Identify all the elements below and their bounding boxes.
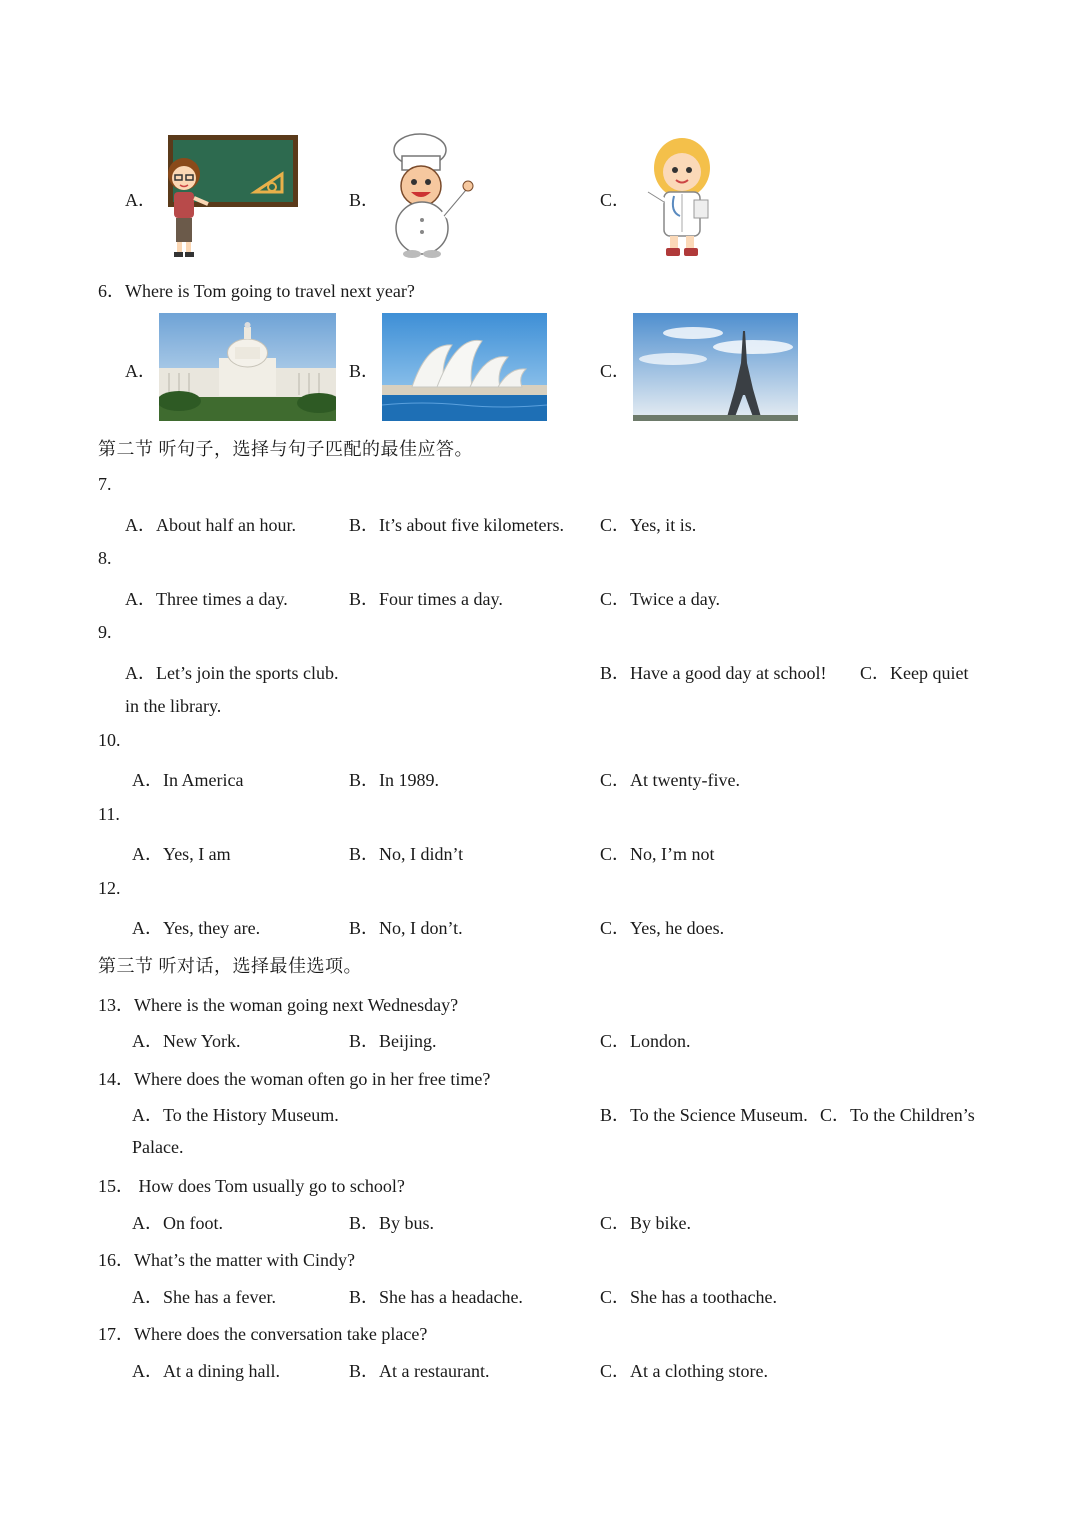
q13-option-b: B．Beijing. <box>349 1031 437 1051</box>
q16-option-c: C．She has a toothache. <box>600 1287 777 1307</box>
q15-option-b: B．By bus. <box>349 1213 435 1233</box>
q6-option-a-letter: A． <box>125 361 156 381</box>
q15-option-a: A．On foot. <box>132 1213 223 1233</box>
eiffel-tower-icon <box>633 313 798 421</box>
q6-option-b-letter: B． <box>349 361 380 381</box>
q10-number: 10. <box>98 730 121 750</box>
q14-option-b: B．To the Science Museum. <box>600 1105 808 1125</box>
doctor-icon <box>636 132 720 260</box>
q17-option-a: A．At a dining hall. <box>132 1361 280 1381</box>
q17-option-c: C．At a clothing store. <box>600 1361 768 1381</box>
q6-stem: 6．Where is Tom going to travel next year? <box>98 281 415 301</box>
q8-number: 8. <box>98 548 112 568</box>
teacher-at-blackboard-icon <box>160 132 300 260</box>
q10-option-c: C．At twenty-five. <box>600 770 740 790</box>
q16-option-a: A．She has a fever. <box>132 1287 276 1307</box>
chef-icon <box>382 132 478 260</box>
section-3-title: 第三节 听对话，选择最佳选项。 <box>98 956 362 976</box>
q11-option-b: B．No, I didn’t <box>349 844 464 864</box>
q11-option-a: A．Yes, I am <box>132 844 231 864</box>
q8-option-b: B．Four times a day. <box>349 589 503 609</box>
q10-option-a: A．In America <box>132 770 244 790</box>
q14-option-c-continued: Palace. <box>132 1137 184 1157</box>
q9-option-a: A．Let’s join the sports club. <box>125 663 339 683</box>
q5-option-c-letter: C． <box>600 190 631 210</box>
q8-option-a: A．Three times a day. <box>125 589 288 609</box>
q14-stem: 14．Where does the woman often go in her free time? <box>98 1069 491 1089</box>
q9-option-c-continued: in the library. <box>125 696 222 716</box>
q7-number: 7. <box>98 474 112 494</box>
us-capitol-building-icon <box>159 313 336 421</box>
section-2-title: 第二节 听句子，选择与句子匹配的最佳应答。 <box>98 439 473 459</box>
q16-stem: 16．What’s the matter with Cindy? <box>98 1250 355 1270</box>
q12-option-c: C．Yes, he does. <box>600 918 725 938</box>
q14-option-a: A．To the History Museum. <box>132 1105 339 1125</box>
q11-number: 11. <box>98 804 120 824</box>
q17-option-b: B．At a restaurant. <box>349 1361 490 1381</box>
q12-number: 12. <box>98 878 121 898</box>
q10-option-b: B．In 1989. <box>349 770 439 790</box>
q16-option-b: B．She has a headache. <box>349 1287 523 1307</box>
q9-number: 9. <box>98 622 112 642</box>
q8-option-c: C．Twice a day. <box>600 589 721 609</box>
q12-option-b: B．No, I don’t. <box>349 918 463 938</box>
q11-option-c: C．No, I’m not <box>600 844 715 864</box>
sydney-opera-house-icon <box>382 313 547 421</box>
q9-option-c: C．Keep quiet <box>860 663 969 683</box>
q9-option-b: B．Have a good day at school! <box>600 663 827 683</box>
q15-option-c: C．By bike. <box>600 1213 692 1233</box>
q6-option-c-letter: C． <box>600 361 631 381</box>
q7-option-b: B．It’s about five kilometers. <box>349 515 564 535</box>
q5-option-b-letter: B． <box>349 190 380 210</box>
q14-option-c: C．To the Children’s <box>820 1105 975 1125</box>
q7-option-c: C．Yes, it is. <box>600 515 697 535</box>
q12-option-a: A．Yes, they are. <box>132 918 261 938</box>
q13-stem: 13．Where is the woman going next Wednesday? <box>98 995 459 1015</box>
q15-stem: 15． How does Tom usually go to school? <box>98 1176 405 1196</box>
q13-option-a: A．New York. <box>132 1031 241 1051</box>
q17-stem: 17．Where does the conversation take place? <box>98 1324 428 1344</box>
q13-option-c: C．London. <box>600 1031 691 1051</box>
q5-option-a-letter: A． <box>125 190 156 210</box>
q7-option-a: A．About half an hour. <box>125 515 296 535</box>
